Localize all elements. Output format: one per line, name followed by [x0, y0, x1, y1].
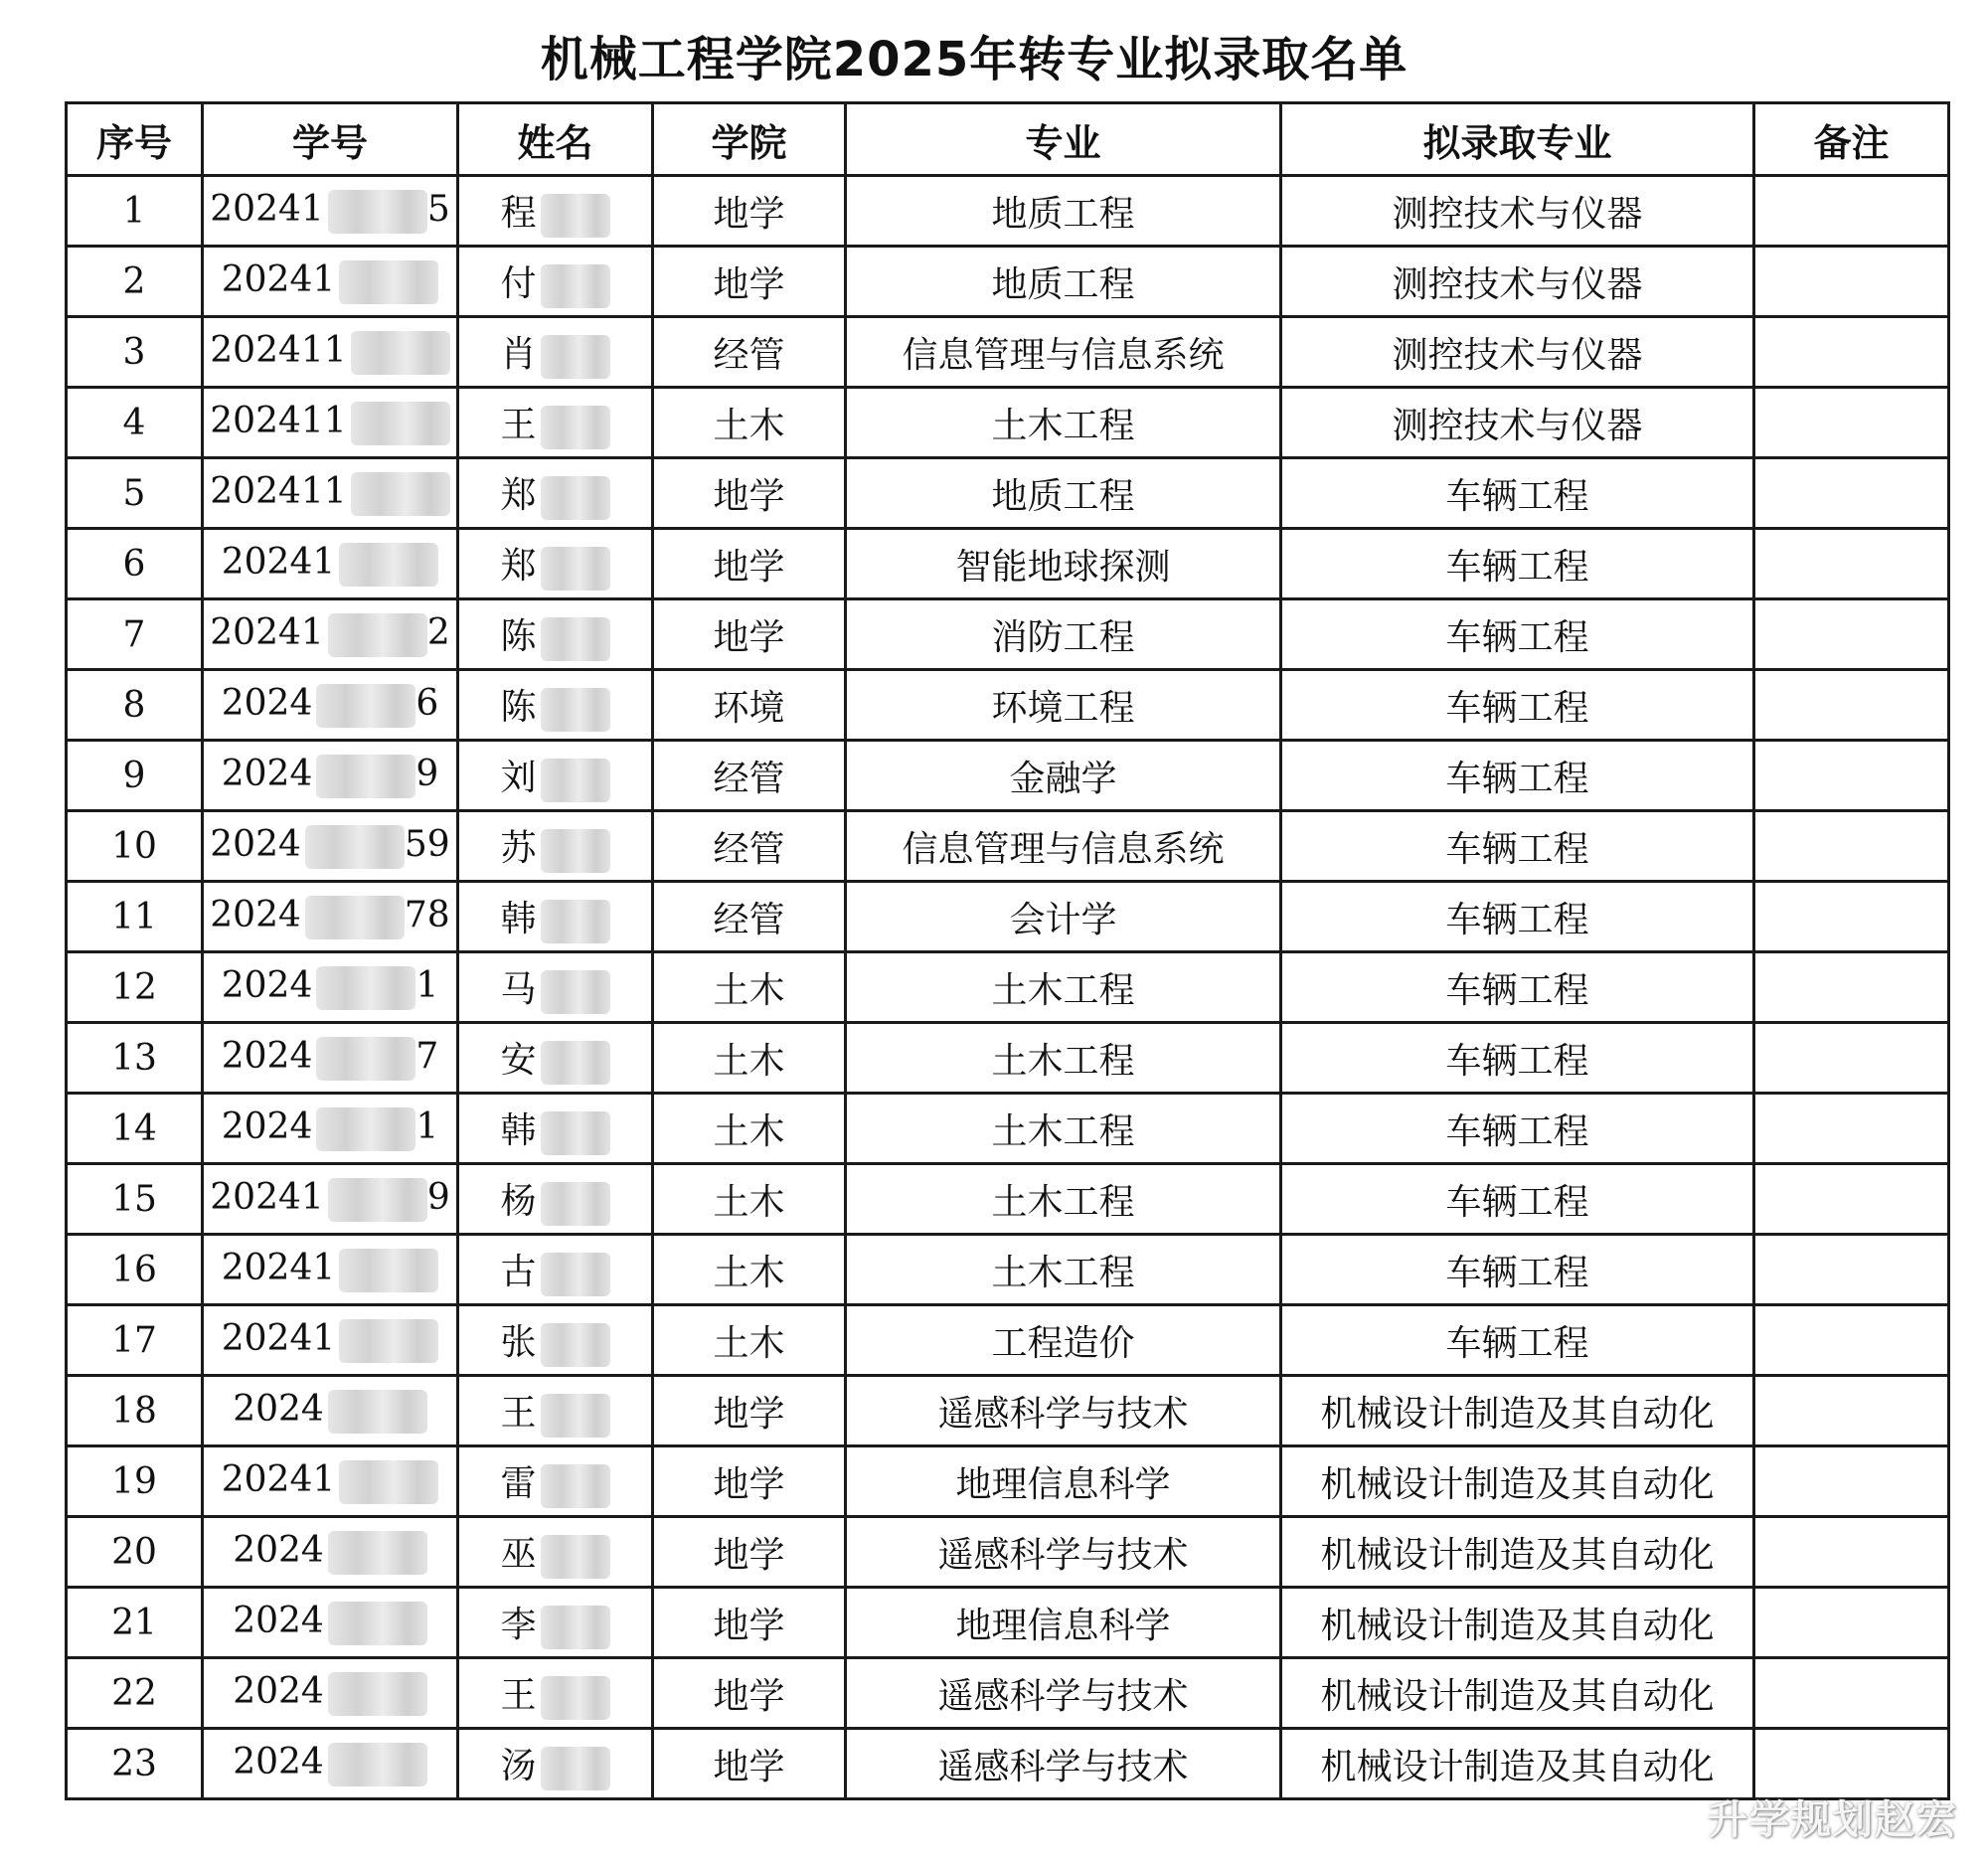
cell-student-id [203, 670, 458, 741]
student-id-visible: 2024 [233, 1529, 324, 1571]
cell-major: 土木工程 [846, 1023, 1281, 1094]
cell-seq: 11 [67, 882, 203, 952]
cell-college: 地学 [653, 458, 846, 529]
redaction-blur [541, 406, 610, 449]
redaction-blur [351, 331, 450, 375]
cell-remark [1754, 1235, 1949, 1305]
cell-student-id [203, 1517, 458, 1588]
cell-major: 智能地球探测 [846, 529, 1281, 599]
table-row [67, 529, 1949, 599]
name-visible: 郑 [500, 474, 537, 516]
cell-seq: 8 [67, 670, 203, 741]
student-id-tail: 5 [426, 188, 450, 230]
cell-admit-major: 机械设计制造及其自动化 [1281, 1376, 1754, 1446]
cell-student-id [203, 1588, 458, 1658]
cell-seq: 16 [67, 1235, 203, 1305]
cell-admit-major: 机械设计制造及其自动化 [1281, 1517, 1754, 1588]
header-admit-major: 拟录取专业 [1281, 103, 1754, 176]
cell-remark [1754, 811, 1949, 882]
name-visible: 苏 [500, 827, 537, 869]
student-id-visible: 20241 [210, 611, 324, 653]
cell-college: 地学 [653, 176, 846, 247]
table-row [67, 458, 1949, 529]
cell-student-id [203, 388, 458, 458]
table-row [67, 811, 1949, 882]
student-id-tail: 9 [426, 1176, 450, 1218]
cell-remark [1754, 670, 1949, 741]
redaction-blur [305, 896, 405, 939]
cell-student-id [203, 1094, 458, 1164]
cell-college: 土木 [653, 1305, 846, 1376]
redaction-blur [339, 1460, 438, 1504]
redaction-blur [541, 1606, 610, 1649]
cell-remark [1754, 529, 1949, 599]
cell-admit-major: 车辆工程 [1281, 1094, 1754, 1164]
redaction-blur [541, 547, 610, 591]
name-visible: 王 [500, 1674, 537, 1716]
student-id-visible: 20241 [221, 1247, 336, 1288]
cell-name [458, 388, 653, 458]
name-visible: 韩 [500, 898, 537, 939]
cell-name [458, 882, 653, 952]
redaction-blur [541, 1394, 610, 1438]
cell-admit-major: 车辆工程 [1281, 599, 1754, 670]
redaction-blur [328, 1743, 427, 1786]
header-college: 学院 [653, 103, 846, 176]
name-visible: 刘 [500, 757, 537, 798]
cell-student-id [203, 458, 458, 529]
redaction-blur [339, 543, 438, 587]
watermark-text: 升学规划赵宏 [1708, 1797, 1958, 1843]
student-id-tail: 6 [415, 682, 439, 724]
cell-college: 土木 [653, 1164, 846, 1235]
cell-admit-major: 车辆工程 [1281, 741, 1754, 811]
name-visible: 安 [500, 1039, 537, 1081]
cell-seq: 17 [67, 1305, 203, 1376]
cell-college: 地学 [653, 1376, 846, 1446]
cell-remark [1754, 388, 1949, 458]
cell-student-id [203, 882, 458, 952]
cell-remark [1754, 952, 1949, 1023]
cell-major: 地质工程 [846, 176, 1281, 247]
student-id-visible: 20241 [221, 258, 336, 300]
cell-student-id [203, 1164, 458, 1235]
header-remark: 备注 [1754, 103, 1949, 176]
cell-student-id [203, 1376, 458, 1446]
cell-student-id [203, 952, 458, 1023]
cell-name [458, 599, 653, 670]
cell-seq: 18 [67, 1376, 203, 1446]
cell-student-id [203, 1446, 458, 1517]
table-row [67, 599, 1949, 670]
redaction-blur [316, 1107, 415, 1151]
cell-name [458, 176, 653, 247]
student-id-visible: 202411 [210, 329, 347, 371]
cell-name [458, 1588, 653, 1658]
cell-major: 消防工程 [846, 599, 1281, 670]
student-id-visible: 2024 [210, 894, 301, 935]
table-body [67, 176, 1949, 1799]
cell-name [458, 1094, 653, 1164]
cell-seq: 5 [67, 458, 203, 529]
cell-major: 土木工程 [846, 1235, 1281, 1305]
cell-college: 环境 [653, 670, 846, 741]
student-id-visible: 20241 [221, 1317, 336, 1359]
cell-major: 信息管理与信息系统 [846, 317, 1281, 388]
table-row [67, 741, 1949, 811]
redaction-blur [339, 1249, 438, 1292]
table-row [67, 247, 1949, 317]
cell-student-id [203, 247, 458, 317]
cell-student-id [203, 1235, 458, 1305]
cell-college: 土木 [653, 388, 846, 458]
student-id-visible: 2024 [221, 964, 313, 1006]
student-id-tail: 78 [404, 894, 450, 935]
cell-admit-major: 测控技术与仪器 [1281, 176, 1754, 247]
table-row [67, 1094, 1949, 1164]
cell-seq: 19 [67, 1446, 203, 1517]
cell-major: 地质工程 [846, 458, 1281, 529]
redaction-blur [541, 1182, 610, 1226]
student-id-visible: 2024 [221, 753, 313, 794]
student-id-visible: 20241 [221, 1458, 336, 1500]
cell-student-id [203, 1729, 458, 1799]
redaction-blur [316, 684, 415, 728]
cell-admit-major: 车辆工程 [1281, 1305, 1754, 1376]
cell-seq: 3 [67, 317, 203, 388]
table-row [67, 1658, 1949, 1729]
cell-remark [1754, 1517, 1949, 1588]
table-row [67, 1235, 1949, 1305]
student-id-tail: 1 [415, 964, 439, 1006]
cell-remark [1754, 247, 1949, 317]
cell-admit-major: 机械设计制造及其自动化 [1281, 1446, 1754, 1517]
cell-student-id [203, 529, 458, 599]
cell-college: 地学 [653, 599, 846, 670]
name-visible: 韩 [500, 1109, 537, 1151]
student-id-visible: 20241 [210, 1176, 324, 1218]
name-visible: 付 [500, 262, 537, 304]
redaction-blur [541, 1747, 610, 1790]
cell-name [458, 1517, 653, 1588]
redaction-blur [328, 1672, 427, 1716]
redaction-blur [541, 829, 610, 873]
cell-remark [1754, 1023, 1949, 1094]
cell-major: 金融学 [846, 741, 1281, 811]
table-row [67, 882, 1949, 952]
cell-seq: 14 [67, 1094, 203, 1164]
cell-college: 地学 [653, 1446, 846, 1517]
cell-college: 土木 [653, 1094, 846, 1164]
cell-remark [1754, 1164, 1949, 1235]
cell-remark [1754, 1305, 1949, 1376]
redaction-blur [541, 1535, 610, 1579]
header-name: 姓名 [458, 103, 653, 176]
name-visible: 程 [500, 192, 537, 234]
cell-student-id [203, 176, 458, 247]
cell-remark [1754, 882, 1949, 952]
cell-remark [1754, 458, 1949, 529]
cell-remark [1754, 1658, 1949, 1729]
student-id-visible: 2024 [233, 1670, 324, 1712]
cell-seq: 1 [67, 176, 203, 247]
redaction-blur [541, 1323, 610, 1367]
cell-college: 土木 [653, 1235, 846, 1305]
cell-college: 地学 [653, 1588, 846, 1658]
cell-remark [1754, 1588, 1949, 1658]
cell-major: 地理信息科学 [846, 1446, 1281, 1517]
redaction-blur [328, 1178, 427, 1222]
cell-name [458, 1376, 653, 1446]
redaction-blur [305, 825, 405, 869]
cell-college: 经管 [653, 317, 846, 388]
cell-college: 地学 [653, 1517, 846, 1588]
redaction-blur [541, 1111, 610, 1155]
cell-admit-major: 测控技术与仪器 [1281, 247, 1754, 317]
cell-college: 地学 [653, 1729, 846, 1799]
cell-admit-major: 测控技术与仪器 [1281, 317, 1754, 388]
redaction-blur [328, 1531, 427, 1575]
table-row [67, 952, 1949, 1023]
cell-college: 土木 [653, 1023, 846, 1094]
redaction-blur [316, 755, 415, 798]
name-visible: 马 [500, 968, 537, 1010]
cell-admit-major: 机械设计制造及其自动化 [1281, 1729, 1754, 1799]
cell-admit-major: 车辆工程 [1281, 458, 1754, 529]
cell-name [458, 1164, 653, 1235]
cell-remark [1754, 741, 1949, 811]
table-row [67, 1446, 1949, 1517]
header-seq: 序号 [67, 103, 203, 176]
cell-major: 土木工程 [846, 388, 1281, 458]
header-major: 专业 [846, 103, 1281, 176]
cell-seq: 22 [67, 1658, 203, 1729]
cell-name [458, 247, 653, 317]
cell-name [458, 811, 653, 882]
table-row [67, 317, 1949, 388]
redaction-blur [541, 1253, 610, 1296]
redaction-blur [339, 1319, 438, 1363]
cell-admit-major: 机械设计制造及其自动化 [1281, 1588, 1754, 1658]
cell-admit-major: 车辆工程 [1281, 1023, 1754, 1094]
name-visible: 郑 [500, 545, 537, 587]
cell-major: 土木工程 [846, 1164, 1281, 1235]
cell-seq: 23 [67, 1729, 203, 1799]
cell-college: 土木 [653, 952, 846, 1023]
cell-college: 地学 [653, 247, 846, 317]
name-visible: 陈 [500, 686, 537, 728]
cell-student-id [203, 1023, 458, 1094]
cell-seq: 4 [67, 388, 203, 458]
name-visible: 汤 [500, 1745, 537, 1786]
redaction-blur [541, 476, 610, 520]
cell-college: 经管 [653, 882, 846, 952]
cell-major: 地理信息科学 [846, 1588, 1281, 1658]
cell-seq: 2 [67, 247, 203, 317]
cell-remark [1754, 1094, 1949, 1164]
cell-seq: 6 [67, 529, 203, 599]
table-row [67, 1164, 1949, 1235]
cell-admit-major: 车辆工程 [1281, 952, 1754, 1023]
cell-major: 地质工程 [846, 247, 1281, 317]
cell-remark [1754, 176, 1949, 247]
cell-major: 信息管理与信息系统 [846, 811, 1281, 882]
redaction-blur [541, 194, 610, 238]
table-row [67, 670, 1949, 741]
redaction-blur [328, 1602, 427, 1645]
cell-seq: 13 [67, 1023, 203, 1094]
cell-name [458, 670, 653, 741]
cell-college: 地学 [653, 529, 846, 599]
student-id-visible: 20241 [221, 541, 336, 583]
cell-major: 土木工程 [846, 1094, 1281, 1164]
name-visible: 肖 [500, 333, 537, 375]
cell-college: 经管 [653, 811, 846, 882]
cell-admit-major: 机械设计制造及其自动化 [1281, 1658, 1754, 1729]
student-id-visible: 202411 [210, 400, 347, 441]
cell-student-id [203, 1305, 458, 1376]
student-id-tail: 1 [415, 1105, 439, 1147]
redaction-blur [339, 260, 438, 304]
redaction-blur [541, 264, 610, 308]
student-id-visible: 2024 [221, 1105, 313, 1147]
redaction-blur [328, 1390, 427, 1434]
cell-name [458, 1658, 653, 1729]
table-header-row [67, 103, 1949, 176]
redaction-blur [541, 900, 610, 943]
student-id-visible: 2024 [233, 1741, 324, 1782]
redaction-blur [541, 759, 610, 802]
redaction-blur [316, 966, 415, 1010]
student-id-tail: 7 [415, 1035, 439, 1077]
cell-student-id [203, 741, 458, 811]
cell-student-id [203, 317, 458, 388]
cell-name [458, 952, 653, 1023]
cell-admit-major: 车辆工程 [1281, 882, 1754, 952]
name-visible: 李 [500, 1604, 537, 1645]
redaction-blur [541, 688, 610, 732]
header-student-id: 学号 [203, 103, 458, 176]
cell-admit-major: 车辆工程 [1281, 1235, 1754, 1305]
cell-name [458, 317, 653, 388]
table-row [67, 1023, 1949, 1094]
name-visible: 雷 [500, 1462, 537, 1504]
cell-admit-major: 车辆工程 [1281, 529, 1754, 599]
cell-major: 遥感科学与技术 [846, 1376, 1281, 1446]
redaction-blur [541, 1464, 610, 1508]
cell-admit-major: 测控技术与仪器 [1281, 388, 1754, 458]
cell-student-id [203, 599, 458, 670]
cell-name [458, 458, 653, 529]
cell-student-id [203, 811, 458, 882]
cell-seq: 9 [67, 741, 203, 811]
cell-major: 土木工程 [846, 952, 1281, 1023]
redaction-blur [351, 402, 450, 445]
table-row [67, 388, 1949, 458]
cell-name [458, 529, 653, 599]
name-visible: 古 [500, 1251, 537, 1292]
student-id-visible: 2024 [233, 1600, 324, 1641]
name-visible: 张 [500, 1321, 537, 1363]
student-id-visible: 20241 [210, 188, 324, 230]
cell-remark [1754, 599, 1949, 670]
redaction-blur [541, 970, 610, 1014]
redaction-blur [541, 617, 610, 661]
redaction-blur [541, 1041, 610, 1085]
student-id-tail: 9 [415, 753, 439, 794]
student-id-visible: 2024 [210, 823, 301, 865]
cell-name [458, 1235, 653, 1305]
cell-major: 环境工程 [846, 670, 1281, 741]
cell-seq: 12 [67, 952, 203, 1023]
cell-major: 遥感科学与技术 [846, 1517, 1281, 1588]
name-visible: 陈 [500, 615, 537, 657]
cell-name [458, 1023, 653, 1094]
document-title: 机械工程学院2025年转专业拟录取名单 [540, 32, 1408, 87]
redaction-blur [328, 613, 427, 657]
cell-seq: 15 [67, 1164, 203, 1235]
cell-college: 经管 [653, 741, 846, 811]
cell-seq: 7 [67, 599, 203, 670]
cell-name [458, 1446, 653, 1517]
cell-seq: 21 [67, 1588, 203, 1658]
table-row [67, 1376, 1949, 1446]
name-visible: 巫 [500, 1533, 537, 1575]
redaction-blur [316, 1037, 415, 1081]
cell-seq: 10 [67, 811, 203, 882]
cell-seq: 20 [67, 1517, 203, 1588]
student-id-visible: 2024 [233, 1388, 324, 1430]
cell-admit-major: 车辆工程 [1281, 670, 1754, 741]
cell-college: 地学 [653, 1658, 846, 1729]
student-id-visible: 202411 [210, 470, 347, 512]
student-id-visible: 2024 [221, 1035, 313, 1077]
admission-table [65, 101, 1950, 1800]
cell-name [458, 1305, 653, 1376]
name-visible: 王 [500, 404, 537, 445]
cell-major: 遥感科学与技术 [846, 1729, 1281, 1799]
table-row [67, 176, 1949, 247]
name-visible: 杨 [500, 1180, 537, 1222]
redaction-blur [541, 335, 610, 379]
cell-major: 遥感科学与技术 [846, 1658, 1281, 1729]
table-row [67, 1305, 1949, 1376]
student-id-tail: 59 [404, 823, 450, 865]
cell-remark [1754, 1446, 1949, 1517]
cell-major: 会计学 [846, 882, 1281, 952]
redaction-blur [541, 1676, 610, 1720]
cell-name [458, 1729, 653, 1799]
name-visible: 王 [500, 1392, 537, 1434]
student-id-visible: 2024 [221, 682, 313, 724]
cell-student-id [203, 1658, 458, 1729]
redaction-blur [351, 472, 450, 516]
cell-name [458, 741, 653, 811]
table-row [67, 1588, 1949, 1658]
cell-admit-major: 车辆工程 [1281, 1164, 1754, 1235]
redaction-blur [328, 190, 427, 234]
cell-admit-major: 车辆工程 [1281, 811, 1754, 882]
student-id-tail: 2 [426, 611, 450, 653]
table-row [67, 1517, 1949, 1588]
cell-remark [1754, 317, 1949, 388]
cell-major: 工程造价 [846, 1305, 1281, 1376]
cell-remark [1754, 1376, 1949, 1446]
table-row [67, 1729, 1949, 1799]
